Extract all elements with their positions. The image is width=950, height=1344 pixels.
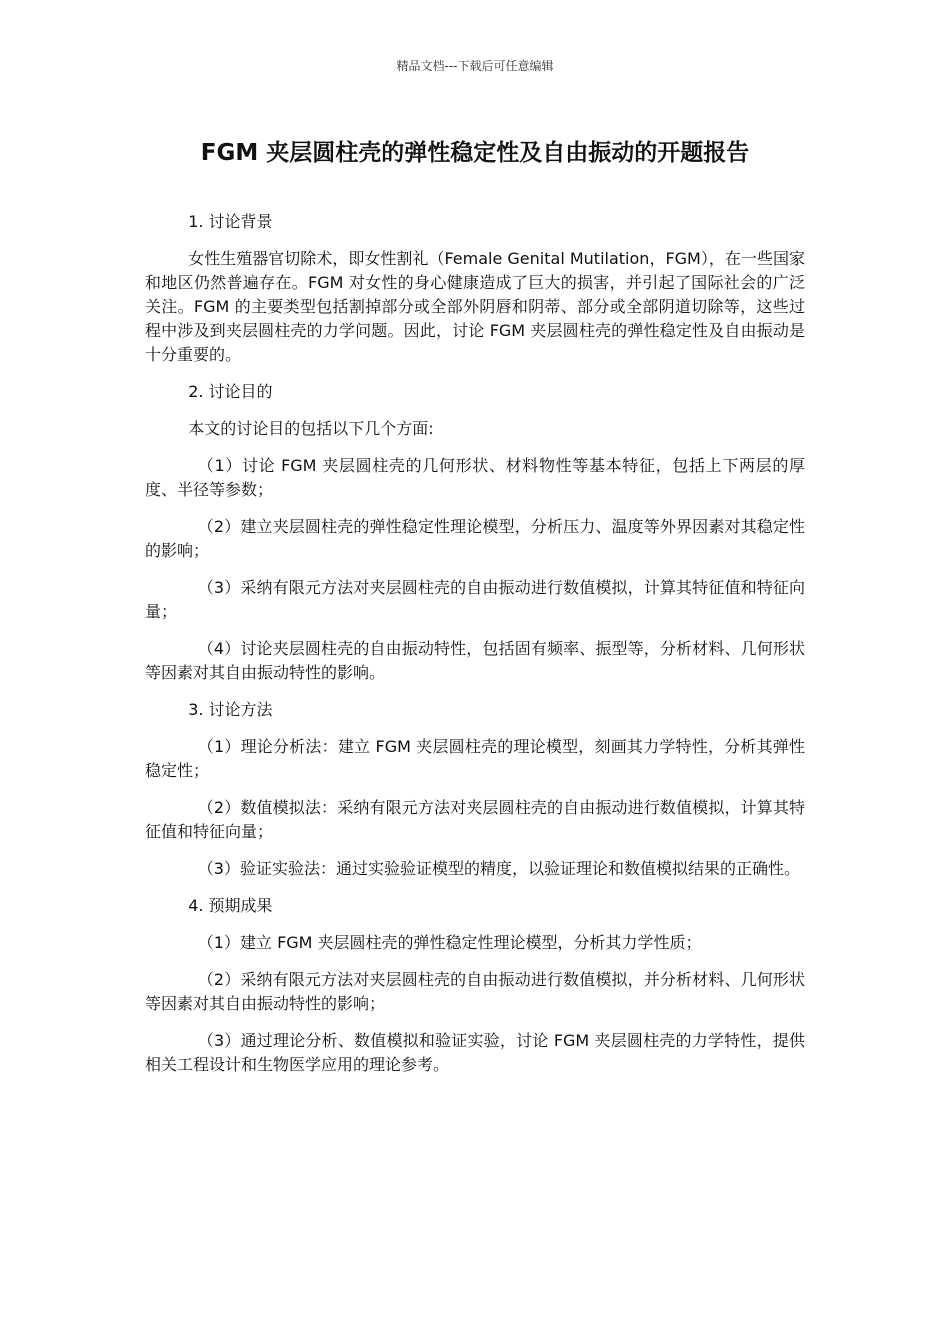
list-item: （4）讨论夹层圆柱壳的自由振动特性，包括固有频率、振型等，分析材料、几何形状等因素对其自由振动特性的影响。 <box>145 639 805 682</box>
list-item: （2）数值模拟法：采纳有限元方法对夹层圆柱壳的自由振动进行数值模拟，计算其特征值和特征向量； <box>145 798 805 841</box>
list-item: （1）建立 FGM 夹层圆柱壳的弹性稳定性理论模型，分析其力学性质； <box>197 933 702 952</box>
page-header: 精品文档---下载后可任意编辑 <box>396 59 554 73</box>
list-item: （3）采纳有限元方法对夹层圆柱壳的自由振动进行数值模拟，计算其特征值和特征向量； <box>145 578 805 621</box>
document-title: FGM 夹层圆柱壳的弹性稳定性及自由振动的开题报告 <box>200 140 750 166</box>
body-paragraph: 本文的讨论目的包括以下几个方面: <box>188 419 434 438</box>
list-item: （3）验证实验法：通过实验验证模型的精度，以验证理论和数值模拟结果的正确性。 <box>197 859 800 878</box>
list-item: （2）建立夹层圆柱壳的弹性稳定性理论模型，分析压力、温度等外界因素对其稳定性的影响； <box>145 517 805 560</box>
list-item: （1）理论分析法：建立 FGM 夹层圆柱壳的理论模型，刻画其力学特性，分析其弹性稳定性； <box>145 737 805 780</box>
section-heading: 3. 讨论方法 <box>188 700 273 719</box>
list-item: （3）通过理论分析、数值模拟和验证实验，讨论 FGM 夹层圆柱壳的力学特性，提供相关工程设计和生物医学应用的理论参考。 <box>145 1031 805 1074</box>
section-heading: 4. 预期成果 <box>188 896 273 915</box>
list-item: （1）讨论 FGM 夹层圆柱壳的几何形状、材料物性等基本特征，包括上下两层的厚度、半径等参数； <box>145 456 805 499</box>
body-paragraph: 女性生殖器官切除术，即女性割礼（Female Genital Mutilation，FGM），在一些国家和地区仍然普遍存在。FGM 对女性的身心健康造成了巨大的损害，并引起了国际社会的广泛关注。FGM 的主要类型包括割掉部分或全部外阴唇和阴蒂、部分或全部阴道切除等，这些过程中涉及到夹层圆柱壳的力学问题。因此，讨论 FGM 夹层圆柱壳的弹性稳定性及自由振动是十分重要的。 <box>145 249 805 364</box>
section-heading: 1. 讨论背景 <box>188 212 273 231</box>
list-item: （2）采纳有限元方法对夹层圆柱壳的自由振动进行数值模拟，并分析材料、几何形状等因素对其自由振动特性的影响； <box>145 970 805 1013</box>
document-body <box>145 210 805 1090</box>
section-heading: 2. 讨论目的 <box>188 382 273 401</box>
